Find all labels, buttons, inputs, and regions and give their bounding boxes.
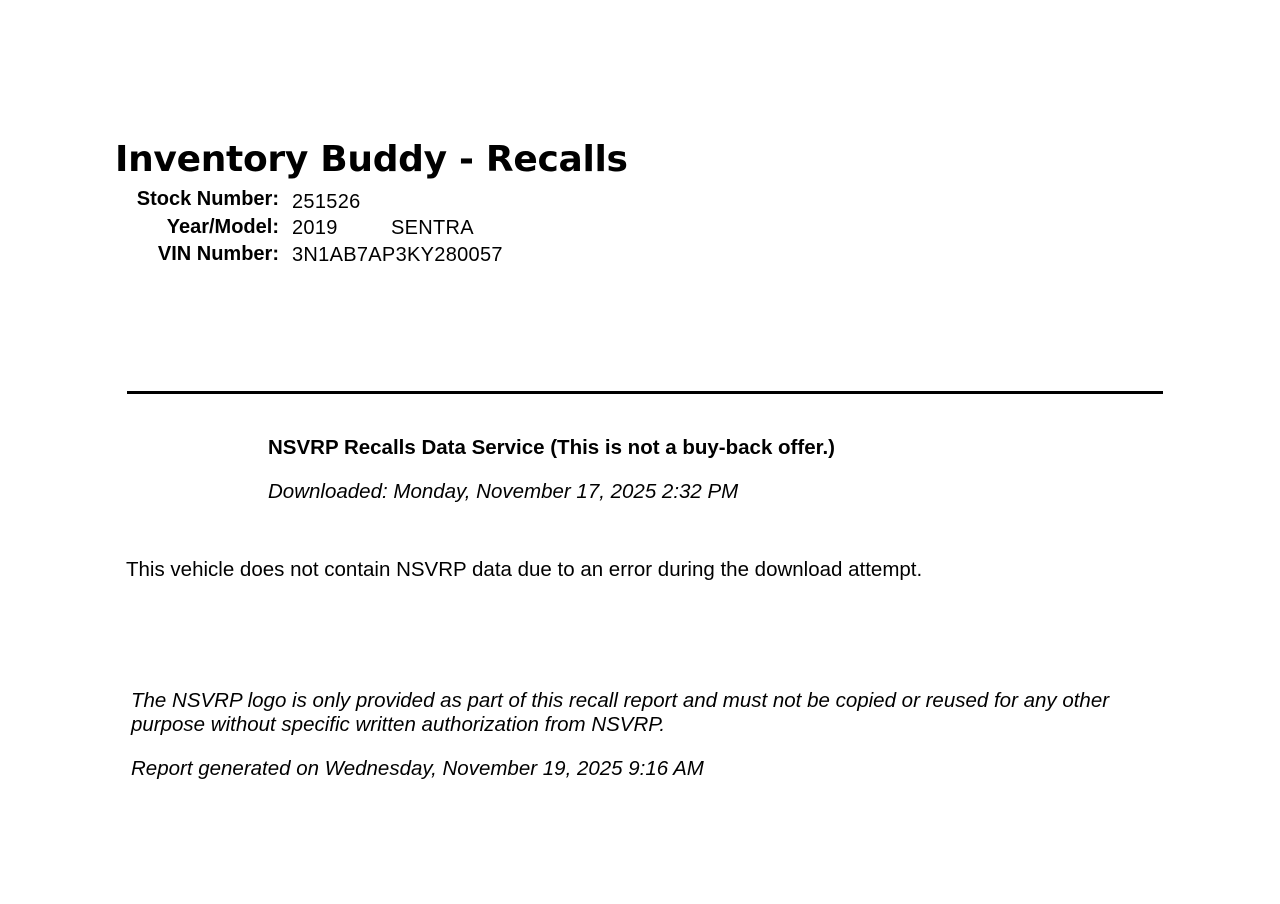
section-divider	[127, 391, 1163, 394]
stock-number-value: 251526	[292, 191, 361, 213]
error-message: This vehicle does not contain NSVRP data due to an error during the download attempt.	[126, 558, 923, 581]
report-generated-timestamp: Report generated on Wednesday, November 19, 2025 9:16 AM	[131, 757, 704, 780]
model-value: SENTRA	[391, 217, 474, 239]
year-model-label: Year/Model:	[166, 216, 279, 238]
downloaded-timestamp: Downloaded: Monday, November 17, 2025 2:32 PM	[268, 480, 739, 503]
report-title: Inventory Buddy - Recalls	[115, 139, 628, 180]
stock-number-label: Stock Number:	[136, 188, 279, 210]
year-value: 2019	[292, 217, 338, 239]
vin-number-value: 3N1AB7AP3KY280057	[292, 244, 503, 266]
year-model-row	[0, 214, 700, 240]
logo-notice: The NSVRP logo is only provided as part of this recall report and must not be copied or reused for any other purpose without specific written authorization from NSVRP.	[131, 689, 1110, 736]
vin-number-row	[0, 241, 700, 267]
stock-number-row	[0, 186, 700, 212]
vin-number-label: VIN Number:	[157, 243, 279, 265]
service-heading: NSVRP Recalls Data Service (This is not a buy-back offer.)	[268, 436, 835, 459]
